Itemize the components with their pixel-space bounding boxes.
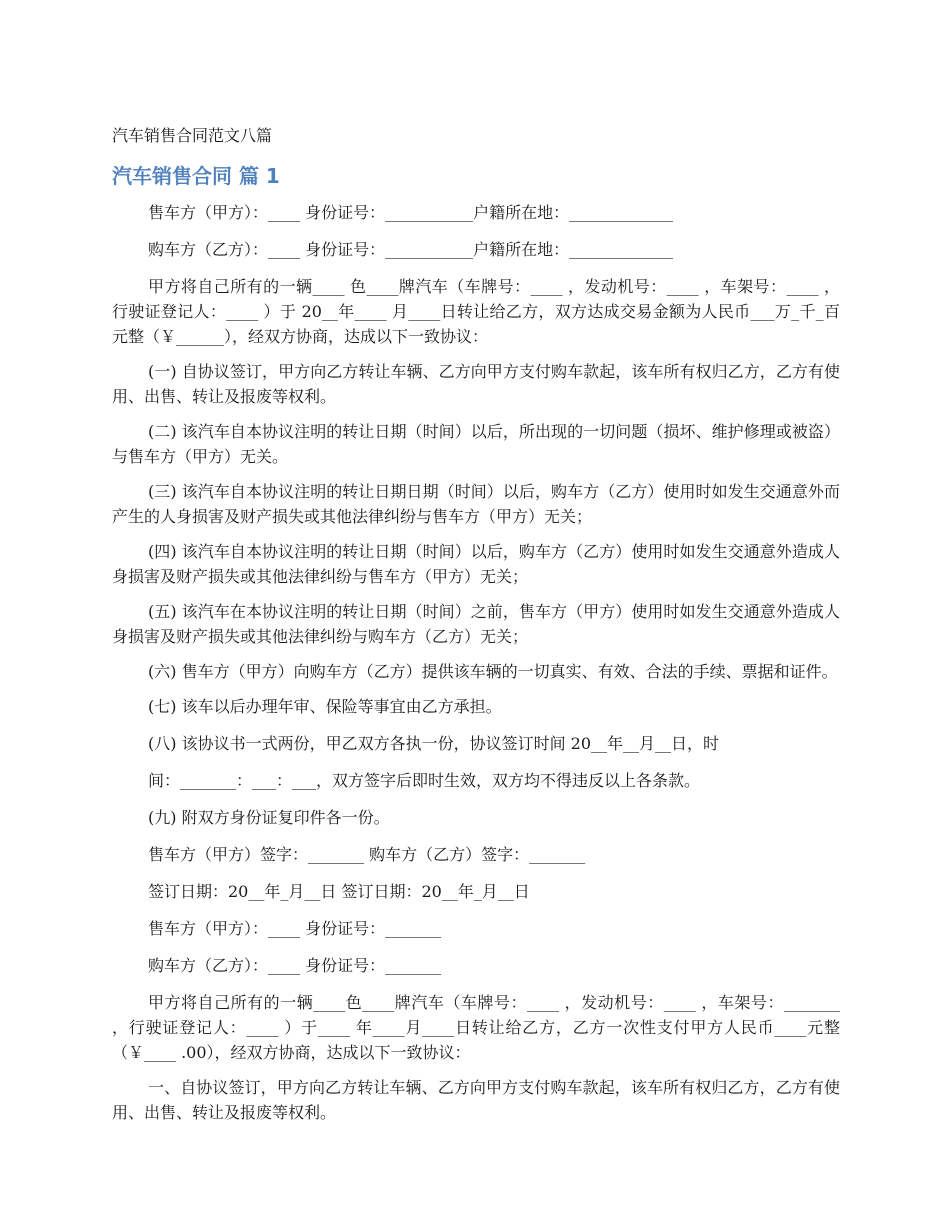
paragraph-clause-3: (三) 该汽车自本协议注明的转让日期日期（时间）以后，购车方（乙方）使用时如发生交通意外而产生的人身损害及财产损失或其他法律纠纷与售车方（甲方）无关； — [112, 482, 840, 526]
paragraph-clause-6: (六) 售车方（甲方）向购车方（乙方）提供该车辆的一切真实、有效、合法的手续、票据和证件。 — [148, 662, 838, 681]
paragraph-buyer-info-2: 购车方（乙方）：____ 身份证号：_______ — [148, 956, 442, 975]
paragraph-seller-info: 售车方（甲方）：____ 身份证号：___________户籍所在地：_____________ — [148, 203, 674, 222]
paragraph-clause-2: (二) 该汽车自本协议注明的转让日期（时间）以后，所出现的一切问题（损坏、维护修理或被盗）与售车方（甲方）无关。 — [112, 422, 840, 466]
paragraph-clause-8: (八) 该协议书一式两份，甲乙双方各执一份，协议签订时间 20__年__月__日，时 — [148, 734, 720, 753]
paragraph-buyer-info: 购车方（乙方）：____ 身份证号：___________户籍所在地：_____________ — [148, 240, 674, 259]
section-heading: 汽车销售合同 篇 1 — [112, 164, 280, 188]
paragraph-clause-8-cont: 间：_______：___：___，双方签字后即时生效，双方均不得违反以上各条款。 — [148, 771, 701, 790]
paragraph-sign-dates: 签订日期：20__年_月__日 签订日期：20__年_月__日 — [148, 882, 530, 901]
document-page — [112, 124, 840, 1135]
paragraph-transfer-terms: 甲方将自己所有的一辆____ 色____牌汽车（车牌号：____ ，发动机号：____ ，车架号：____ ，行驶证登记人：____ ）于 20__年____ 月____日转让给乙方，双方达成交易金额为人民币___万_千_百元整（￥______），经双方协商，达成以下一致协议： — [112, 277, 840, 346]
paragraph-clause-one: 一、自协议签订，甲方向乙方转让车辆、乙方向甲方支付购车款起，该车所有权归乙方，乙方有使用、出售、转让及报废等权利。 — [112, 1078, 840, 1122]
paragraph-seller-info-2: 售车方（甲方）：____ 身份证号：_______ — [148, 919, 442, 938]
paragraph-clause-4: (四) 该汽车自本协议注明的转让日期（时间）以后，购车方（乙方）使用时如发生交通意外造成人身损害及财产损失或其他法律纠纷与售车方（甲方）无关； — [112, 542, 840, 586]
paragraph-signatures: 售车方（甲方）签字：_______ 购车方（乙方）签字：_______ — [148, 845, 586, 864]
paragraph-transfer-terms-2: 甲方将自己所有的一辆____色____牌汽车（车牌号：____ ，发动机号：____ ，车架号：_______ ，行驶证登记人：____ ）于____ 年____月____日转让给乙方，乙方一次性支付甲方人民币____元整（￥____ .00），经双方协商，达成以下一致协议： — [112, 993, 840, 1062]
document-title: 汽车销售合同范文八篇 — [112, 126, 273, 145]
paragraph-clause-9: (九) 附双方身份证复印件各一份。 — [148, 808, 390, 827]
paragraph-clause-7: (七) 该车以后办理年审、保险等事宜由乙方承担。 — [148, 697, 502, 716]
paragraph-clause-1: (一) 自协议签订，甲方向乙方转让车辆、乙方向甲方支付购车款起，该车所有权归乙方，乙方有使用、出售、转让及报废等权利。 — [112, 362, 840, 406]
paragraph-clause-5: (五) 该汽车在本协议注明的转让日期（时间）之前，售车方（甲方）使用时如发生交通意外造成人身损害及财产损失或其他法律纠纷与购车方（乙方）无关； — [112, 602, 840, 646]
